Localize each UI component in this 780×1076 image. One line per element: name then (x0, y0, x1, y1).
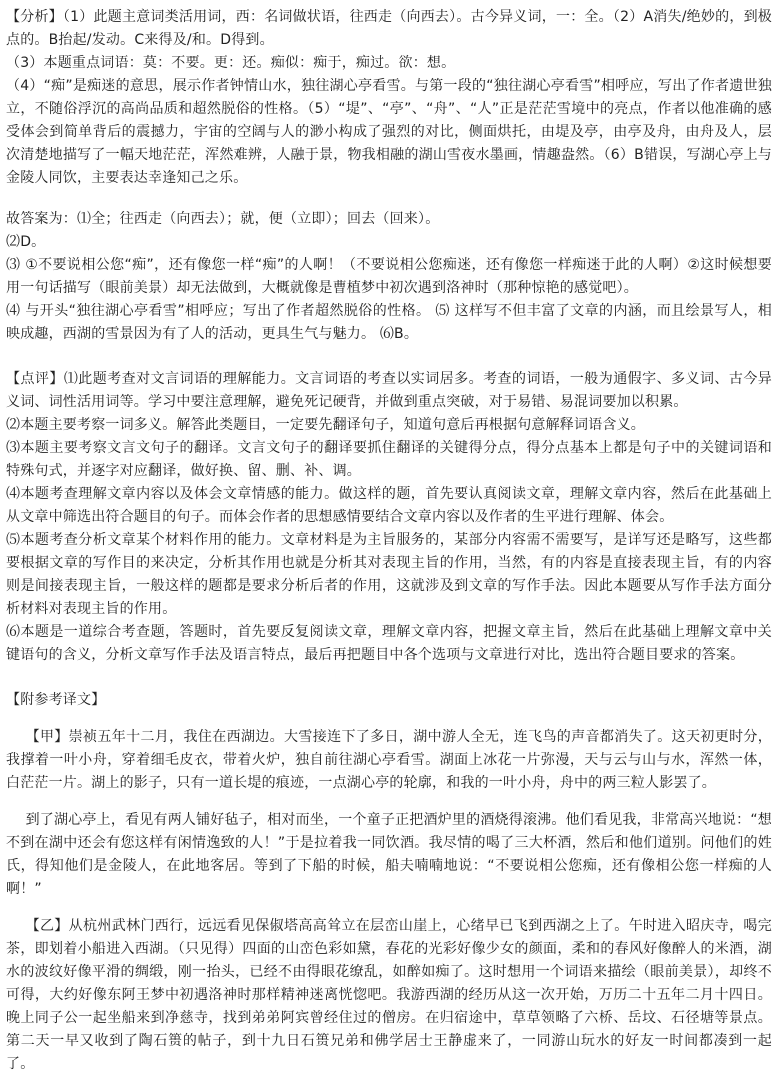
translation-paragraph-yi: 【乙】从杭州武林门西行，远远看见保俶塔高高耸立在层峦山崖上，心绪早已飞到西湖之上了。午时进入昭庆寺，喝完茶，即划着小船进入西湖。（只见得）四面的山峦色彩如黛，春花的光彩好像少女的颜面，柔和的春风好像醉人的米酒，湖水的波纹好像平滑的绸缎，刚一抬头，已经不由得眼花缭乱，如醉如痴了。这时想用一个词语来描绘（眼前美景），却终不可得，大约好像东阿王梦中初遇洛神时那样精神迷离恍惚吧。我游西湖的经历从这一次开始，万历二十五年二月十四日。晚上同子公一起坐船来到净慈寺，找到弟弟阿宾曾经住过的僧房。在归宿途中，草草领略了六桥、岳坟、石径塘等景点。第二天一早又收到了陶石篑的帖子，到十九日石篑兄弟和佛学居士王静虚来了，一同游山玩水的好友一时间都凑到一起了。 (6, 918, 772, 1072)
comment-paragraph-4: ⑷本题考查理解文章内容以及体会文章情感的能力。做这样的题，首先要认真阅读文章，理解文章内容，然后在此基础上从文章中筛选出符合题目的句子。而体会作者的思想感情要结合文章内容以及作者的生平进行理解、体会。 (6, 486, 772, 525)
heading-spacer (6, 712, 772, 726)
paragraph-spacer (6, 795, 772, 809)
translation-paragraph-2: 到了湖心亭上，看见有两人铺好毡子，相对而坐，一个童子正把酒炉里的酒烧得滚沸。他们看见我，非常高兴地说：“想不到在湖中还会有您这样有闲情逸致的人！”于是拉着我一同饮酒。我尽情的喝了三大杯酒，然后和他们道别。问他们的姓氏，得知他们是金陵人，在此地客居。等到了下船的时候，船夫喃喃地说：“不要说相公您痴，还有像相公您一样痴的人啊！” (6, 812, 772, 897)
translation-heading: 【附参考译文】 (6, 692, 106, 708)
comment-paragraph-3: ⑶本题主要考察文言文句子的翻译。文言文句子的翻译要抓住翻译的关键得分点，得分点基本上都是句子中的关键词语和特殊句式，并逐字对应翻译，做好换、留、删、补、调。 (6, 440, 772, 479)
translation-section (6, 689, 772, 1076)
section-spacer (6, 346, 772, 368)
answer-paragraph-1: 故答案为：⑴全；往西走（向西去）；就，便（立即）；回去（回来）。 (6, 211, 440, 227)
analysis-paragraph-1: 【分析】（1）此题主意词类活用词，西：名词做状语，往西走（向西去）。古今异义词，一：全。（2）A消失/绝妙的，到极点的。B抬起/发动。C来得及/和。D得到。 (6, 9, 772, 48)
answer-paragraph-3: ⑶ ①不要说相公您“痴”，还有像您一样“痴”的人啊！（不要说相公您痴迷，还有像您一样痴迷于此的人啊）②这时候想要用一句话描写（眼前美景）却无法做到，大概就像是曹植梦中初次遇到洛神时（那种惊艳的感觉吧）。 (6, 257, 772, 296)
analysis-paragraph-3: （4）“痴”是痴迷的意思，展示作者钟情山水，独往湖心亭看雪。与第一段的“独往湖心亭看雪”相呼应，写出了作者遗世独立，不随俗浮沉的高尚品质和超然脱俗的性格。（5）“堤”、“亭”、“舟”、“人”正是茫茫雪境中的亮点，作者以他准确的感受体会到简单背后的震撼力，宇宙的空阔与人的渺小构成了强烈的对比，侧面烘托，由堤及亭，由亭及舟，由舟及人，层次清楚地描写了一幅天地茫茫，浑然难辨，人融于景，物我相融的湖山雪夜水墨画，情趣盎然。（6）B错误，写湖心亭上与金陵人同饮，主要表达幸逢知己之乐。 (6, 78, 772, 186)
comment-paragraph-6: ⑹本题是一道综合考查题，答题时，首先要反复阅读文章，理解文章内容，把握文章主旨，然后在此基础上理解文章中关键语句的含义，分析文章写作手法及语言特点，最后再把题目中各个选项与文章进行对比，选出符合题目要求的答案。 (6, 624, 772, 663)
answer-section (6, 208, 772, 346)
comment-paragraph-2: ⑵本题主要考察一词多义。解答此类题目，一定要先翻译句子，知道句意后再根据句意解释词语含义。 (6, 417, 645, 433)
translation-paragraph-jia: 【甲】崇祯五年十二月，我住在西湖边。大雪接连下了多日，湖中游人全无，连飞鸟的声音都消失了。这天初更时分，我撑着一叶小舟，穿着细毛皮衣，带着火炉，独自前往湖心亭看雪。湖面上冰花一片弥漫，天与云与山与水，浑然一体，白茫茫一片。湖上的影子，只有一道长堤的痕迹，一点湖心亭的轮廓，和我的一叶小舟，舟中的两三粒人影罢了。 (6, 729, 772, 791)
comment-paragraph-1: 【点评】⑴此题考查对文言词语的理解能力。文言词语的考查以实词居多。考查的词语，一般为通假字、多义词、古今异义词、词性活用词等。学习中要注意理解，避免死记硬背，并做到重点突破，对于易错、易混词要加以积累。 (6, 371, 772, 410)
section-spacer (6, 667, 772, 689)
comment-section (6, 368, 772, 667)
section-spacer (6, 190, 772, 208)
comment-paragraph-5: ⑸本题考查分析文章某个材料作用的能力。文章材料是为主旨服务的，某部分内容需不需要写，是详写还是略写，这些都要根据文章的写作目的来决定，分析其作用也就是分析其对表现主旨的作用，当然，有的内容是直接表现主旨，有的内容则是间接表现主旨，一般这样的题都是要求分析后者的作用，这就涉及到文章的写作手法。因此本题要从写作手法方面分析材料对表现主旨的作用。 (6, 532, 772, 617)
analysis-paragraph-2: （3）本题重点词语：莫：不要。更：还。痴似：痴于，痴过。欲：想。 (6, 55, 456, 71)
answer-paragraph-4: ⑷ 与开头“独往湖心亭看雪”相呼应；写出了作者超然脱俗的性格。 ⑸ 这样写不但丰富了文章的内涵，而且绘景写人，相映成趣，西湖的雪景因为有了人的活动，更具生气与魅力。 ⑹B。 (6, 303, 772, 342)
answer-paragraph-2: ⑵D。 (6, 234, 46, 250)
paragraph-spacer (6, 901, 772, 915)
analysis-section (6, 6, 772, 190)
